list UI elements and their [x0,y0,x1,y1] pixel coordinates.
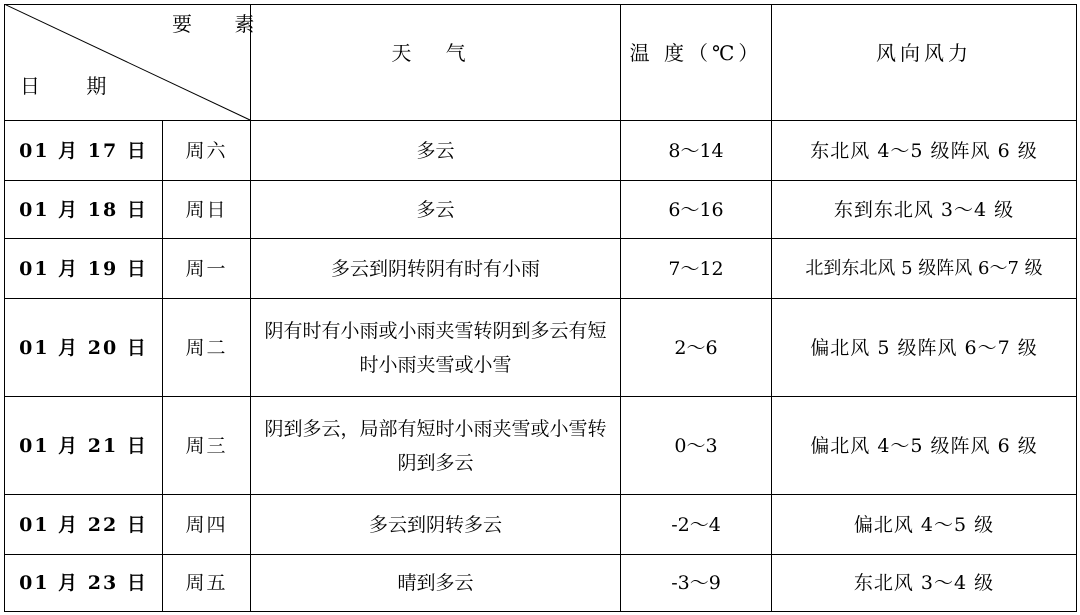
row-weather: 阴到多云，局部有短时小雨夹雪或小雪转阴到多云 [264,417,607,474]
row-wind: 东北风 3～4 级 [853,572,995,594]
header-temperature: 温 度（℃） [629,41,763,65]
row-temperature: 6～16 [668,198,724,221]
header-date-label: 日 期 [20,74,127,98]
row-temperature: 2～6 [674,336,718,359]
row-weather: 阴有时有小雨或小雨夹雪转阴到多云有短时小雨夹雪或小雪 [264,319,607,376]
row-wind: 东北风 4～5 级阵风 6 级 [810,139,1038,162]
row-weather: 多云 [416,139,455,162]
row-wind: 偏北风 4～5 级阵风 6 级 [810,434,1038,457]
row-weekday: 周二 [185,336,228,359]
header-weather: 天 气 [391,41,480,65]
row-temperature: 8～14 [668,139,724,162]
row-wind: 东到东北风 3～4 级 [833,198,1015,221]
row-weekday: 周六 [185,139,228,162]
table-border-right [1076,4,1077,612]
row-weekday: 周五 [185,572,228,594]
row-date: 01 月 17 日 [19,139,148,162]
row-weekday: 周一 [185,257,228,280]
row-date: 01 月 19 日 [19,257,148,280]
row-date: 01 月 21 日 [19,434,148,457]
row-weekday: 周日 [185,198,228,221]
row-temperature: 0～3 [674,434,718,457]
row-date: 01 月 18 日 [19,198,148,221]
row-weekday: 周三 [185,434,228,457]
row-weather: 多云到阴转多云 [368,513,502,536]
row-wind: 偏北风 4～5 级 [853,513,995,536]
row-wind: 偏北风 5 级阵风 6～7 级 [810,336,1038,359]
table-border-bottom [4,611,1077,612]
row-temperature: -2～4 [671,513,721,536]
row-date: 01 月 22 日 [19,513,148,536]
row-temperature: -3～9 [671,572,721,594]
row-weather: 多云 [416,198,455,221]
row-weather: 多云到阴转阴有时有小雨 [330,257,540,280]
header-wind: 风向风力 [876,41,972,65]
row-wind: 北到东北风 5 级阵风 6～7 级 [805,257,1043,279]
header-elements-label: 要 素 [172,12,273,36]
row-weekday: 周四 [185,513,228,536]
row-date: 01 月 23 日 [19,572,148,594]
row-temperature: 7～12 [668,257,724,280]
row-weather: 晴到多云 [397,572,474,594]
row-date: 01 月 20 日 [19,336,148,359]
